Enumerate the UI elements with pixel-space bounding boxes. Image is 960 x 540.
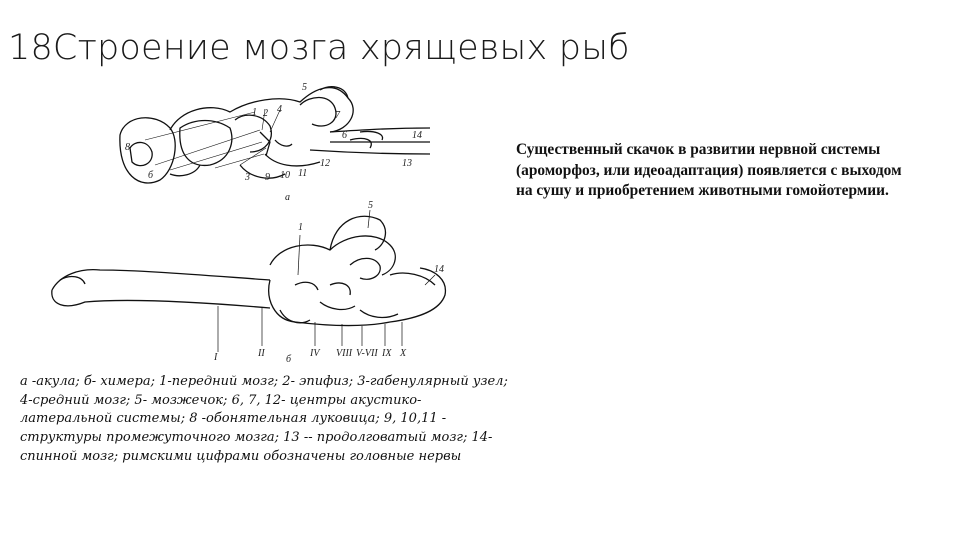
- sub-caption-b: б: [286, 354, 292, 365]
- label-a-4: 4: [277, 104, 282, 115]
- label-a-3: 3: [245, 172, 250, 183]
- label-a-14: 14: [412, 130, 422, 141]
- label-a-7: 7: [335, 110, 340, 121]
- nerve-label-IX: IX: [382, 348, 392, 359]
- brain-drawing-b: [52, 216, 446, 325]
- figure-caption: а -акула; б- химера; 1-передний мозг; 2- эпифиз; 3-габенулярный узел; 4-средний мозг; 5- мозжечок; 6, 7, 12- центры акустико-латеральной системы; 8 -обонятельная луковица; 9, 10,11 - структуры промежуточного мозга; 13 -- продолговатый мозг; 14- спинной мозг; римскими цифрами обозначены головные нервы: [20, 374, 508, 464]
- nerve-label-IV: IV: [310, 348, 320, 359]
- nerve-label-V-VII: V-VII: [356, 348, 378, 359]
- label-b-14: 14: [434, 264, 444, 275]
- label-a-6: 6: [342, 130, 347, 141]
- nerve-label-VIII: VIII: [336, 348, 353, 359]
- slide-title: 18Строение мозга хрящевых рыб: [8, 28, 630, 68]
- label-a-1: 1: [252, 107, 257, 118]
- label-a-b: б: [148, 170, 154, 181]
- brain-figure: [30, 70, 470, 370]
- brain-drawing: [30, 70, 470, 370]
- sub-caption-a: а: [285, 192, 290, 203]
- side-text: Существенный скачок в развитии нервной системы (ароморфоз, или идеоадаптация) появляется с выходом на сушу и приобретением животными гомойотермии.: [516, 141, 902, 199]
- label-a-10: 10: [280, 170, 290, 181]
- label-b-5: 5: [368, 200, 373, 211]
- nerve-label-X: X: [400, 348, 407, 359]
- label-a-12: 12: [320, 158, 330, 169]
- label-a-9: 9: [265, 172, 270, 183]
- label-a-13: 13: [402, 158, 412, 169]
- nerve-label-II: II: [258, 348, 265, 359]
- label-a-5: 5: [302, 82, 307, 93]
- label-a-2: 2: [263, 108, 268, 119]
- label-a-8: 8: [125, 142, 130, 153]
- label-a-11: 11: [298, 168, 308, 179]
- nerve-label-I: I: [214, 352, 218, 363]
- label-b-1: 1: [298, 222, 303, 233]
